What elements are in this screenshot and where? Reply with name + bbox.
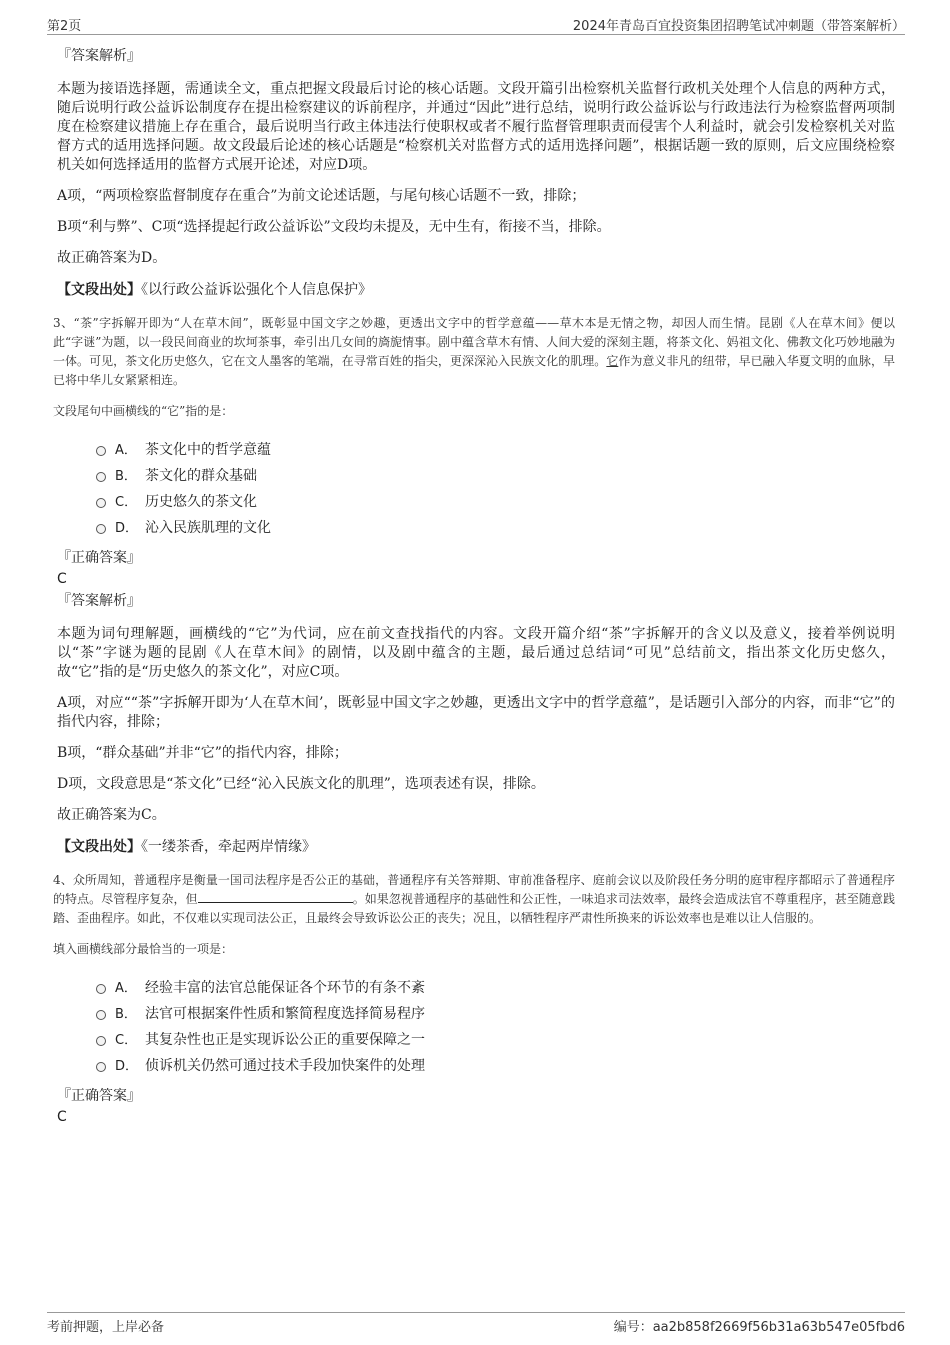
q3-analysis: 本题为词句理解题，画横线的“它”为代词，应在前文查找指代的内容。文段开篇介绍“茶”字拆解开的含义以及意义，接着举例说明以“茶”字谜为题的昆剧《人在草木间》的剧情，以及剧中蕴含的主题，最后通过总结词“可见”总结前文，指出茶文化历史悠久，故“它”指的是“历史悠久的茶文化”，对应C项。 (57, 626, 895, 680)
q4-answer: C (57, 1109, 67, 1125)
q3-option-a[interactable]: A． 茶文化中的哲学意蕴 (96, 437, 895, 463)
radio-icon[interactable] (96, 524, 106, 534)
q4-option-b[interactable]: B． 法官可根据案件性质和繁简程度选择简易程序 (96, 1001, 895, 1027)
q3-option-d[interactable]: D． 沁入民族肌理的文化 (96, 515, 895, 541)
radio-icon[interactable] (96, 1062, 106, 1072)
radio-icon[interactable] (96, 1010, 106, 1020)
q3-option-b-analysis: B项，“群众基础”并非“它”的指代内容，排除； (57, 745, 348, 761)
q3-passage: 3、“茶”字拆解开即为“人在草木间”，既彰显中国文字之妙趣，更透出文字中的哲学意蕴——草木本是无情之物，却因人而生情。昆剧《人在草木间》便以此“字谜”为题，以一段民间商业的坎坷茶事，牵引出几女间的旖旎情事。剧中蕴含草木有情、人间大爱的深刻主题，将茶文化、妈祖文化、佛教文化巧妙地融为一体。可见，茶文化历史悠久，它在文人墨客的笔端，在寻常百姓的指尖，更深深沁入民族文化的肌理。它作为意义非凡的纽带，早已融入华夏文明的血脉，早已将中华儿女紧紧相连。 (53, 316, 895, 387)
footer-slogan: 考前押题，上岸必备 (47, 1320, 165, 1335)
q3-conclusion: 故正确答案为C。 (57, 807, 166, 823)
q3-answer-tag: 『正确答案』 (57, 550, 141, 566)
page-footer (47, 1312, 905, 1333)
q4-option-a[interactable]: A． 经验丰富的法官总能保证各个环节的有条不紊 (96, 975, 895, 1001)
page-number: 第2页 (47, 19, 82, 34)
q4-answer-tag: 『正确答案』 (57, 1088, 141, 1104)
q2-source: 【文段出处】《以行政公益诉讼强化个人信息保护》 (57, 282, 372, 298)
q3-analysis-tag: 『答案解析』 (57, 593, 141, 609)
q2-option-a-analysis: A项，“两项检察监督制度存在重合”为前文论述话题，与尾句核心话题不一致，排除； (57, 188, 586, 204)
q4-blank (198, 890, 353, 903)
q3-answer: C (57, 571, 67, 587)
q3-option-a-analysis: A项，对应““茶”字拆解开即为‘人在草木间’，既彰显中国文字之妙趣，更透出文字中的哲学意蕴”，是话题引入部分的内容，而非“它”的指代内容，排除； (57, 695, 895, 730)
radio-icon[interactable] (96, 498, 106, 508)
document-title: 2024年青岛百宜投资集团招聘笔试冲刺题（带答案解析） (572, 19, 905, 34)
q2-analysis-tag: 『答案解析』 (57, 48, 141, 64)
q3-options (96, 437, 895, 541)
page-header (47, 14, 905, 35)
q3-option-c[interactable]: C． 历史悠久的茶文化 (96, 489, 895, 515)
radio-icon[interactable] (96, 446, 106, 456)
q4-option-c[interactable]: C． 其复杂性也正是实现诉讼公正的重要保障之一 (96, 1027, 895, 1053)
q4-prompt: 填入画横线部分最恰当的一项是： (53, 942, 234, 956)
q3-prompt: 文段尾句中画横线的“它”指的是： (53, 404, 234, 418)
page-content (53, 46, 895, 1129)
q3-underlined-word: 它 (606, 354, 619, 368)
radio-icon[interactable] (96, 984, 106, 994)
document-id: 编号：aa2b858f2669f56b31a63b547e05fbd6 (613, 1320, 905, 1335)
q4-passage: 4、众所周知，普通程序是衡量一国司法程序是否公正的基础，普通程序有关答辩期、审前准备程序、庭前会议以及阶段任务分明的庭审程序都昭示了普通程序的特点。尽管程序复杂，但 。如果忽视普通程序的基础性和公正性，一味追求司法效率，最终会造成法官不尊重程序，甚至随意践踏、歪曲程序。如此，不仅难以实现司法公正，且最终会导致诉讼公正的丧失；况且，以牺牲程序严肃性所换来的诉讼效率也是难以让人信服的。 (53, 873, 895, 925)
radio-icon[interactable] (96, 1036, 106, 1046)
q4-option-d[interactable]: D． 侦诉机关仍然可通过技术手段加快案件的处理 (96, 1053, 895, 1079)
q2-analysis: 本题为接语选择题，需通读全文，重点把握文段最后讨论的核心话题。文段开篇引出检察机关监督行政机关处理个人信息的两种方式，随后说明行政公益诉讼制度存在提出检察建议的诉前程序，并通过“因此”进行总结，说明行政公益诉讼与行政违法行为检察监督两项制度在检察建议措施上存在重合，最后说明当行政主体违法行使职权或者不履行监督管理职责而侵害个人利益时，就会引发检察机关对监督方式的适用选择问题。故文段最后论述的核心话题是“检察机关对监督方式的适用选择问题”，根据话题一致的原则，后文应围绕检察机关如何选择适用的监督方式展开论述，对应D项。 (57, 81, 895, 173)
q2-conclusion: 故正确答案为D。 (57, 250, 167, 266)
q3-option-d-analysis: D项，文段意思是“茶文化”已经“沁入民族文化的肌理”，选项表述有误，排除。 (57, 776, 545, 792)
q3-source: 【文段出处】《一缕茶香，牵起两岸情缘》 (57, 839, 316, 855)
q3-option-b[interactable]: B． 茶文化的群众基础 (96, 463, 895, 489)
q4-options (96, 975, 895, 1079)
radio-icon[interactable] (96, 472, 106, 482)
q2-option-bc-analysis: B项“利与弊”、C项“选择提起行政公益诉讼”文段均未提及，无中生有，衔接不当，排除。 (57, 219, 611, 235)
